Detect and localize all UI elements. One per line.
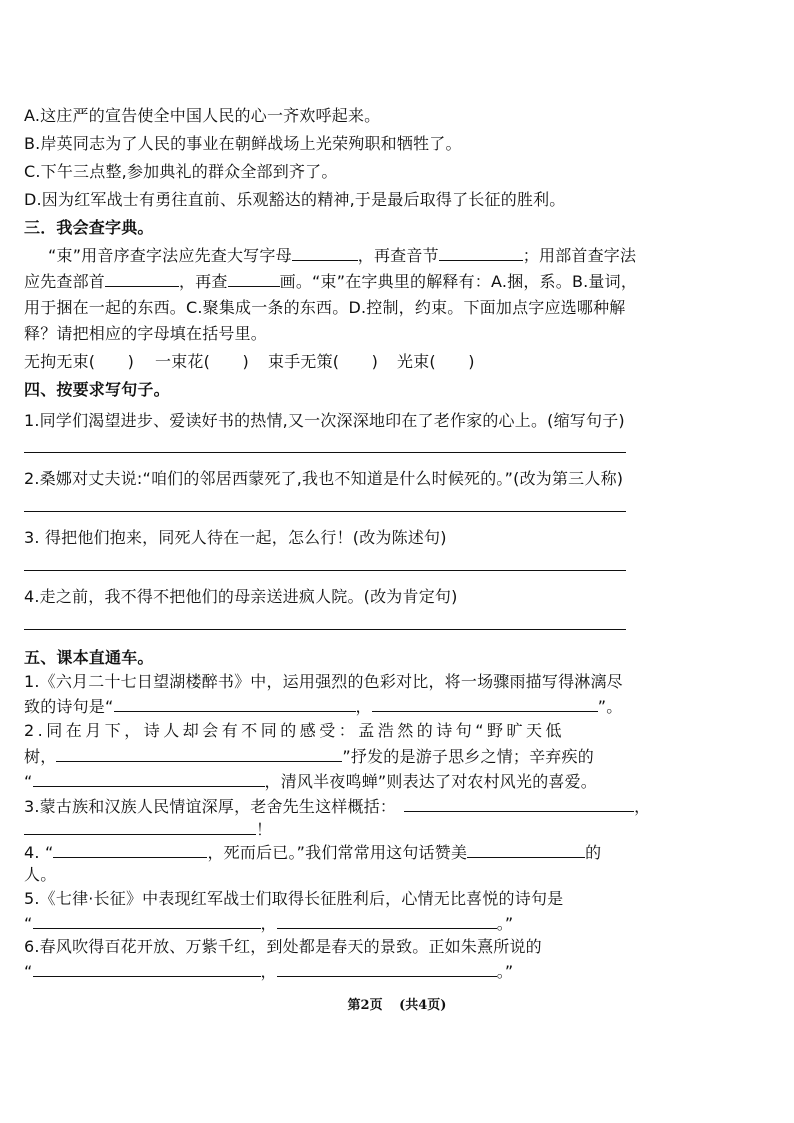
poem-q5-line-2: “ ， 。” [24,914,514,933]
page-number: 第2页 [347,998,383,1013]
poem-q4-line-2: 人。 [24,865,57,884]
poem-q3-line-1: 3.蒙古族和汉族人民情谊深厚，老舍先生这样概括： ， [24,797,651,816]
poem-q1-line-1: 1.《六月二十七日望湖楼醉书》中，运用强烈的色彩对比，将一场骤雨描写得淋漓尽 [24,672,623,691]
poem-q3-line-2: ！ [24,818,272,841]
section-3-title: 三．我会查字典。 [24,218,154,237]
blank-q6-b[interactable] [277,960,497,977]
blank-q4-a[interactable] [53,841,207,858]
dict-item-1[interactable]: 无拘无束( ) [24,352,135,371]
blank-q6-a[interactable] [33,960,261,977]
page-total: (共4页) [399,998,447,1013]
poem-q6-line-1: 6.春风吹得百花开放、万紫千红，到处都是春天的景致。正如朱熹所说的 [24,937,542,956]
answer-line-3[interactable] [24,570,626,571]
rewrite-q4: 4.走之前，我不得不把他们的母亲送进疯人院。(改为肯定句) [24,587,458,606]
dict-line-4: 释？请把相应的字母填在括号里。 [24,324,268,343]
dict-line-1: “束”用音序查字法应先查大写字母 ，再查音节 ；用部首查字法 [48,246,637,265]
section-4-title: 四、按要求写句子。 [24,380,170,399]
blank-q2-a[interactable] [56,745,342,762]
page-footer [0,994,794,1013]
poem-q2-line-1: 2.同在月下，诗人却会有不同的感受：孟浩然的诗句“野旷天低 [24,721,566,740]
dict-item-2[interactable]: 一束花( ) [155,352,249,371]
blank-strokes[interactable] [228,270,280,287]
section-5-title: 五、课本直通车。 [24,648,154,667]
answer-line-1[interactable] [24,452,626,453]
option-c: C.下午三点整,参加典礼的群众全部到齐了。 [24,162,338,181]
blank-q1-b[interactable] [372,695,598,712]
rewrite-q3: 3. 得把他们抱来，同死人待在一起，怎么行！(改为陈述句) [24,528,447,547]
dict-item-3[interactable]: 束手无策( ) [268,352,379,371]
poem-q1-line-2: 致的诗句是“ ， ”。 [24,697,623,716]
rewrite-q1: 1.同学们渴望进步、爱读好书的热情,又一次深深地印在了老作家的心上。(缩写句子) [24,411,625,430]
dict-line-2: 应先查部首 ，再查 画。“束”在字典里的解释有：A.捆，系。B.量词， [24,272,638,291]
blank-q5-a[interactable] [33,912,261,929]
poem-q6-line-2: “ ， 。” [24,962,514,981]
blank-q3-a[interactable] [404,795,634,812]
dict-line-3: 用于捆在一起的东西。C.聚集成一条的东西。D.控制，约束。下面加点字应选哪种解 [24,298,626,317]
blank-radical[interactable] [105,270,179,287]
poem-q4-line-1: 4. “ ，死而后已。”我们常常用这句话赞美 的 [24,843,602,862]
poem-q2-line-2: 树， ”抒发的是游子思乡之情；辛弃疾的 [24,747,594,766]
option-d: D.因为红军战士有勇往直前、乐观豁达的精神,于是最后取得了长征的胜利。 [24,190,566,209]
answer-line-2[interactable] [24,511,626,512]
blank-q5-b[interactable] [277,912,497,929]
blank-q2-b[interactable] [33,770,265,787]
blank-q1-a[interactable] [114,695,356,712]
option-a: A.这庄严的宣告使全中国人民的心一齐欢呼起来。 [24,106,381,125]
answer-line-4[interactable] [24,629,626,630]
blank-letter[interactable] [292,244,358,261]
dict-item-4[interactable]: 光束( ) [397,352,475,371]
rewrite-q2: 2.桑娜对丈夫说:“咱们的邻居西蒙死了,我也不知道是什么时候死的。”(改为第三人称) [24,469,624,488]
blank-q4-b[interactable] [467,841,585,858]
poem-q2-line-3: “ ，清风半夜鸣蝉”则表达了对农村风光的喜爱。 [24,772,597,791]
blank-syllable[interactable] [439,244,523,261]
blank-q3-b[interactable] [24,818,256,835]
poem-q5-line-1: 5.《七律·长征》中表现红军战士们取得长征胜利后，心情无比喜悦的诗句是 [24,889,564,908]
option-b: B.岸英同志为了人民的事业在朝鲜战场上光荣殉职和牺牲了。 [24,134,462,153]
